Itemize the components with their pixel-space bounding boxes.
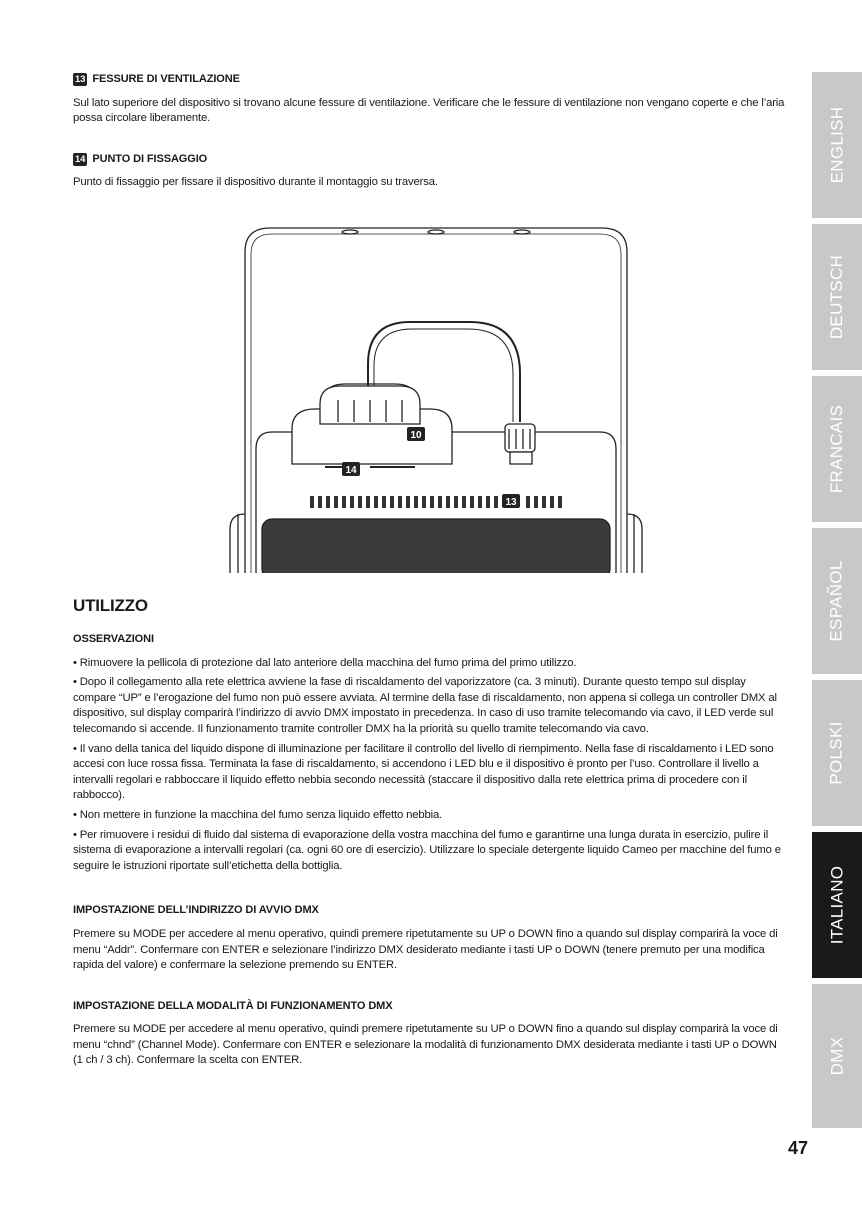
- section-heading: [73, 72, 785, 88]
- note-bullet: • Dopo il collegamento alla rete elettrica avviene la fase di riscaldamento del vaporizzatore (ca. 3 minuti). Durante questo tempo sul display compare “UP” e l’erogazione del fumo non può essere avviata. Al termine della fase di riscaldamento, non appena si collega un controller DMX al dispositivo, sul display comparirà l’indirizzo di avvio DMX impostato in precedenza. In caso di uso tramite telecomando via cavo, il LED verde sul telecomando si accende. Il funzionamento tramite controller DMX ha la priorità su quello tramite telecomando via cavo.: [73, 676, 777, 735]
- section-fixing-point: [73, 152, 785, 191]
- tab-label: ENGLISH: [827, 106, 847, 184]
- tab-english[interactable]: [812, 72, 862, 218]
- top-sections: [73, 72, 785, 191]
- tab-polski[interactable]: [812, 680, 862, 826]
- tab-deutsch[interactable]: [812, 224, 862, 370]
- section-ventilation: [73, 72, 785, 127]
- callout-10-label: 10: [410, 430, 422, 441]
- note-bullet: • Il vano della tanica del liquido dispone di illuminazione per facilitare il controllo del livello di riempimento. Nella fase di riscaldamento i LED sono accesi con luce rossa fissa. Terminata la fase di riscaldamento, si accendono i LED blu e il dispositivo è pronto per l’uso. Controllare il livello a intervalli regolari e rabboccare il liquido effetto nebbia secondo necessità (staccare il dispositivo dalla rete elettrica prima di procedere con il rabbocco).: [73, 742, 774, 802]
- callout-10: [407, 427, 425, 441]
- callout-13-label: 13: [505, 497, 517, 508]
- tab-label: FRANCAIS: [827, 404, 847, 494]
- device-illustration: [220, 224, 652, 573]
- tab-francais[interactable]: [812, 376, 862, 522]
- note-bullet: • Per rimuovere i residui di fluido dal sistema di evaporazione della vostra macchina del fumo e garantirne una lunga durata in esercizio, pulire il sistema di evaporazione a intervalli regolari (ca. ogni 60 ore di esercizio). Utilizzare lo speciale detergente liquido Cameo per macchine del fumo e seguire le istruzioni riportate sull’etichetta della bottiglia.: [73, 828, 781, 872]
- number-badge: 13: [75, 74, 86, 86]
- tab-italiano[interactable]: [812, 832, 862, 978]
- callout-14-label: 14: [345, 465, 357, 476]
- tab-label: ITALIANO: [827, 865, 847, 945]
- tab-dmx[interactable]: [812, 984, 862, 1128]
- callout-14: [342, 462, 360, 476]
- section-title: FESSURE DI VENTILAZIONE: [92, 73, 240, 85]
- dmx-address-text: Premere su MODE per accedere al menu operativo, quindi premere ripetutamente su UP o DOWN fino a quando sul display comparirà la voce di menu “Addr”. Confermare con ENTER e selezionare l’indirizzo DMX desiderato mediante i tasti UP o DOWN (tenere premuto per una modifica rapida del valore) e confermare la selezione premendo su ENTER.: [73, 927, 778, 972]
- number-badge: 14: [75, 154, 86, 166]
- page-number: 47: [788, 1138, 809, 1158]
- section-heading: [73, 152, 785, 168]
- usage-section: [73, 632, 787, 1069]
- section-text: Sul lato superiore del dispositivo si trovano alcune fessure di ventilazione. Verificare che le fessure di ventilazione non vengano coperte e che l’aria possa circolare liberamente.: [73, 96, 785, 125]
- dmx-mode-text: Premere su MODE per accedere al menu operativo, quindi premere ripetutamente su UP o DOWN fino a quando sul display comparirà la voce di menu “chnd” (Channel Mode). Confermare con ENTER e selezionare la modalità di funzionamento DMX desiderata mediante i tasti UP o DOWN (1 ch / 3 ch). Confermare la scelta con ENTER.: [73, 1023, 778, 1067]
- note-bullet: • Rimuovere la pellicola di protezione dal lato anteriore della macchina del fumo prima del primo utilizzo.: [73, 656, 577, 669]
- section-text: Punto di fissaggio per fissare il dispositivo durante il montaggio su traversa.: [73, 176, 438, 189]
- notes-heading: OSSERVAZIONI: [73, 633, 154, 645]
- device-drawing: [220, 224, 652, 573]
- tab-espanol[interactable]: [812, 528, 862, 674]
- section-title: PUNTO DI FISSAGGIO: [92, 152, 208, 165]
- dmx-address-heading: IMPOSTAZIONE DELL’INDIRIZZO DI AVVIO DMX: [73, 904, 319, 917]
- usage-heading: UTILIZZO: [73, 596, 148, 615]
- tab-label: DMX: [827, 1036, 846, 1076]
- dmx-mode-heading: IMPOSTAZIONE DELLA MODALITÀ DI FUNZIONAMENTO DMX: [73, 999, 393, 1012]
- tab-label: POLSKI: [827, 721, 846, 785]
- tab-label: DEUTSCH: [827, 254, 846, 340]
- tab-label: ESPAÑOL: [827, 560, 846, 642]
- callout-13: [502, 494, 520, 508]
- note-bullet: • Non mettere in funzione la macchina del fumo senza liquido effetto nebbia.: [73, 808, 443, 821]
